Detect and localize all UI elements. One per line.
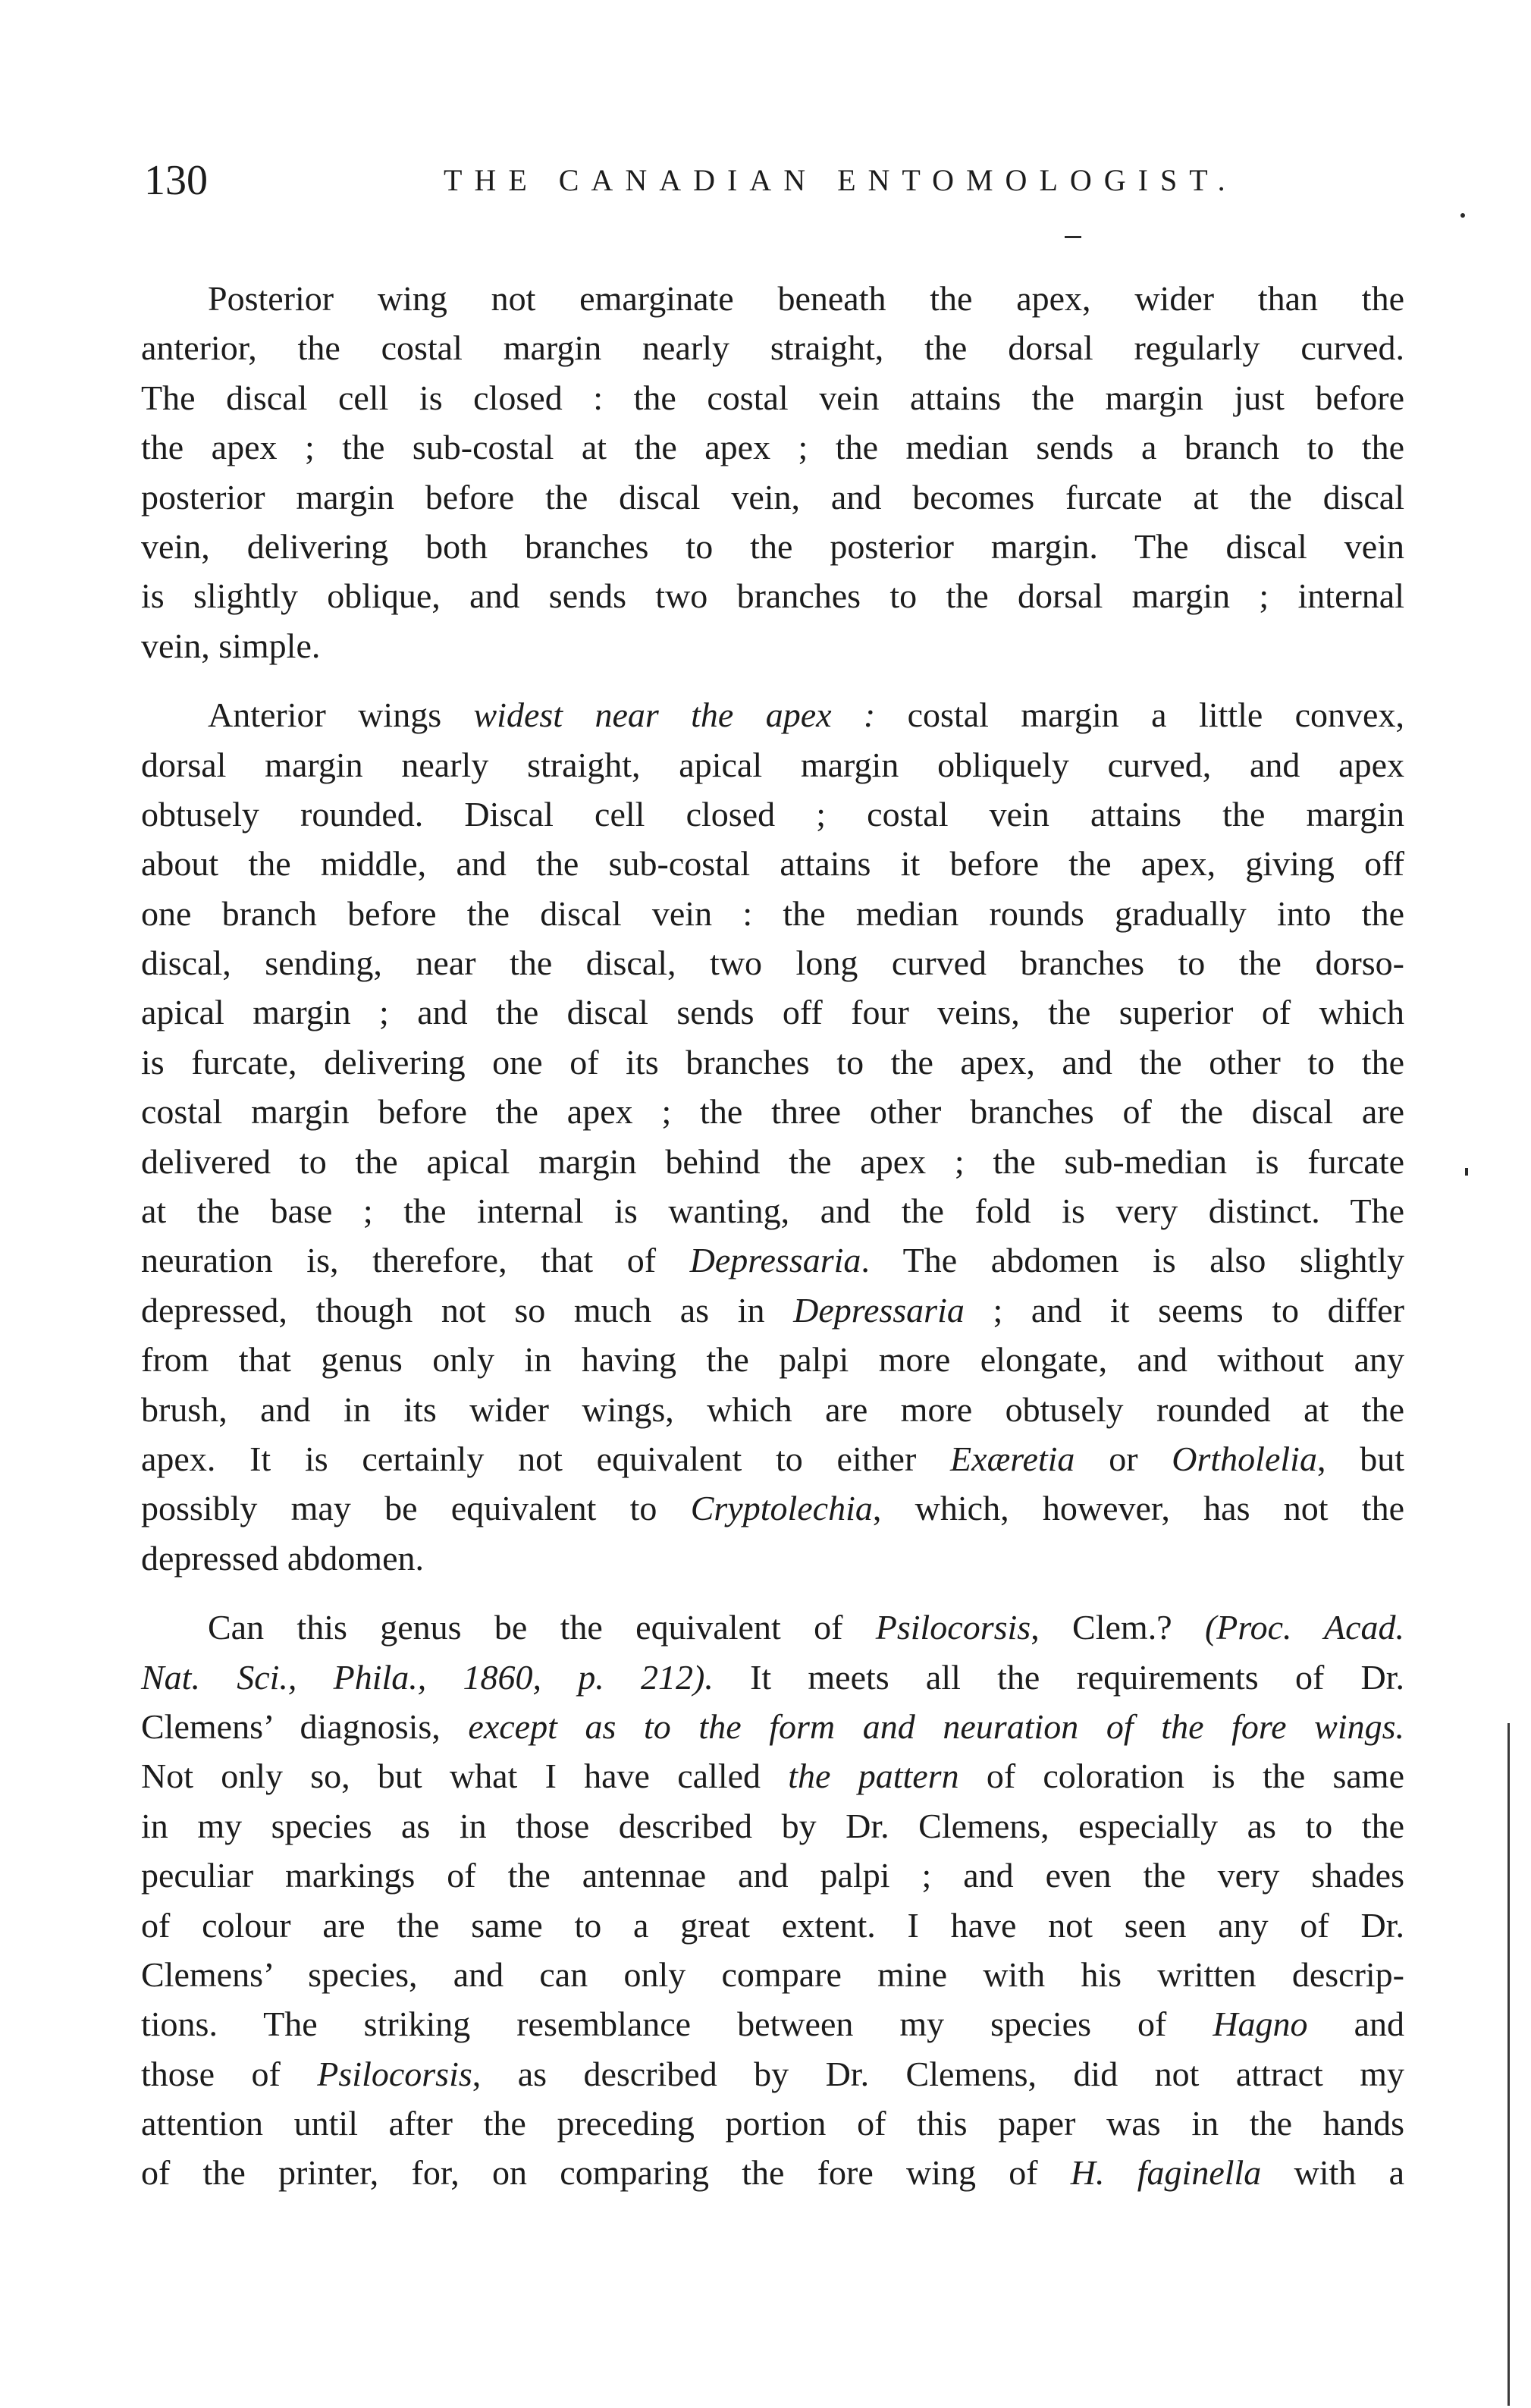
text-run: brush, and in its wider wings, which are more obtusely rounded at the [141,1389,1404,1429]
text-run: , which, however, has not the [872,1489,1404,1528]
text-run: from that genus only in having the palpi more elongate, and without any [141,1340,1404,1380]
text-run: vein, delivering both branches to the posterior margin. The discal vein [141,526,1404,566]
text-run: with a [1261,2153,1404,2193]
text-line [141,1901,1404,1950]
text-run: Posterior wing not emarginate beneath the apex, wider than the [208,279,1404,318]
text-line [141,1186,1404,1235]
running-title: THE CANADIAN ENTOMOLOGIST. [444,163,1238,197]
text-run: . The abdomen is also slightly [861,1241,1404,1280]
text-line [141,1851,1404,1900]
text-line [141,422,1404,472]
text-line [141,2148,1404,2197]
text-run: vein, simple. [141,626,321,665]
text-run: obtusely rounded. Discal cell closed ; costal vein attains the margin [141,794,1404,834]
text-run: Not only so, but what I have called [141,1757,789,1796]
page-number: 130 [144,157,208,204]
text-run: , Clem.? [1031,1608,1205,1647]
text-run: discal, sending, near the discal, two long curved branches to the dorso- [141,943,1404,983]
text-run: It meets all the requirements of Dr. [713,1657,1404,1697]
text-run: depressed, though not so much as in [141,1290,794,1330]
text-line [141,1335,1404,1384]
text-run: of colour are the same to a great extent. I have not seen any of Dr. [141,1905,1404,1945]
text-line [141,323,1404,372]
text-line [141,839,1404,888]
italic-text: Ortholelia [1172,1439,1317,1478]
italic-text: Hagno [1213,2005,1308,2044]
text-run: Can this genus be the equivalent of [208,1608,876,1647]
scan-tick-mark [1465,1168,1468,1176]
text-run: anterior, the costal margin nearly straight, the dorsal regularly curved. [141,328,1404,368]
text-run: and [1307,2005,1404,2044]
scan-dot-mark [1460,213,1465,218]
italic-text: Depressaria [689,1241,861,1280]
italic-text: the pattern [788,1757,959,1796]
paragraph [141,274,1404,670]
italic-text: Depressaria [793,1290,965,1330]
text-run: one branch before the discal vein : the median rounds gradually into the [141,893,1404,933]
text-run: Clemens’ diagnosis, [141,1706,469,1746]
text-run: delivered to the apical margin behind the apex ; the sub-median is furcate [141,1141,1404,1181]
text-run: ; and it seems to differ [964,1290,1404,1330]
text-line [141,1751,1404,1801]
text-line [141,373,1404,422]
italic-text: Nat. Sci., Phila., 1860, p. 212). [141,1657,714,1697]
text-line [141,987,1404,1037]
text-run: is slightly oblique, and sends two branches to the dorsal margin ; internal [141,576,1404,616]
text-line [141,522,1404,571]
paragraph [141,1603,1404,2198]
text-line [141,1038,1404,1087]
text-line [141,790,1404,839]
text-run: costal margin before the apex ; the three other branches of the discal are [141,1092,1404,1132]
text-line [141,274,1404,323]
italic-text: Psilocorsis [317,2054,472,2093]
text-run: depressed abdomen. [141,1538,424,1578]
text-run: of coloration is the same [958,1757,1404,1796]
italic-text: H. faginella [1070,2153,1262,2193]
text-run: is furcate, delivering one of its branches to the apex, and the other to the [141,1042,1404,1082]
italic-text: except as to the form and neuration of the fore wings. [468,1706,1404,1746]
text-run: possibly may be equivalent to [141,1489,691,1528]
text-line [141,1801,1404,1851]
text-line [141,1603,1404,1652]
text-line [141,1999,1404,2049]
italic-text: widest near the apex : [473,695,876,735]
italic-text: Psilocorsis [875,1608,1031,1647]
text-run: Clemens’ species, and can only compare mine with his written descrip- [141,1954,1404,1994]
text-line [141,1534,1404,1583]
text-line [141,1950,1404,1999]
text-line [141,621,1404,670]
text-run: , but [1316,1439,1405,1478]
paragraph [141,690,1404,1583]
text-run: those of [141,2054,318,2093]
text-run: about the middle, and the sub-costal attains it before the apex, giving off [141,844,1404,884]
scan-dash-mark [1065,236,1081,238]
text-run: or [1075,1439,1172,1478]
text-run: , as described by Dr. Clemens, did not attract my [472,2054,1404,2093]
text-line [141,1137,1404,1186]
text-run: the apex ; the sub-costal at the apex ; the median sends a branch to the [141,428,1404,467]
text-line [141,2049,1404,2099]
text-line [141,938,1404,987]
text-line [141,1385,1404,1434]
article-body [141,274,1404,2198]
scan-edge-line [1507,1723,1510,2406]
italic-text: Exæretia [950,1439,1075,1478]
text-run: of the printer, for, on comparing the fore wing of [141,2153,1071,2193]
italic-text: Cryptolechia [690,1489,873,1528]
text-run: dorsal margin nearly straight, apical margin obliquely curved, and apex [141,745,1404,784]
text-run: posterior margin before the discal vein, and becomes furcate at the discal [141,477,1404,516]
text-run: attention until after the preceding portion of this paper was in the hands [141,2104,1404,2143]
text-line [141,690,1404,739]
text-run: in my species as in those described by Dr. Clemens, especially as to the [141,1806,1404,1845]
text-line [141,1087,1404,1136]
text-line [141,1653,1404,1702]
text-line [141,472,1404,522]
text-line [141,1235,1404,1285]
text-line [141,1483,1404,1533]
text-line [141,1286,1404,1335]
text-run: Anterior wings [208,695,474,735]
text-line [141,740,1404,790]
italic-text: (Proc. Acad. [1204,1608,1404,1647]
text-run: apical margin ; and the discal sends off four veins, the superior of which [141,993,1404,1032]
text-run: apex. It is certainly not equivalent to either [141,1439,951,1478]
text-line [141,2099,1404,2148]
text-line [141,571,1404,620]
text-run: neuration is, therefore, that of [141,1241,690,1280]
text-run: at the base ; the internal is wanting, and the fold is very distinct. The [141,1191,1404,1231]
text-run: peculiar markings of the antennae and palpi ; and even the very shades [141,1856,1404,1895]
text-line [141,889,1404,938]
text-run: tions. The striking resemblance between my species of [141,2005,1213,2044]
text-line [141,1434,1404,1483]
text-run: costal margin a little convex, [875,695,1404,735]
text-run: The discal cell is closed : the costal vein attains the margin just before [141,378,1404,417]
text-line [141,1702,1404,1751]
